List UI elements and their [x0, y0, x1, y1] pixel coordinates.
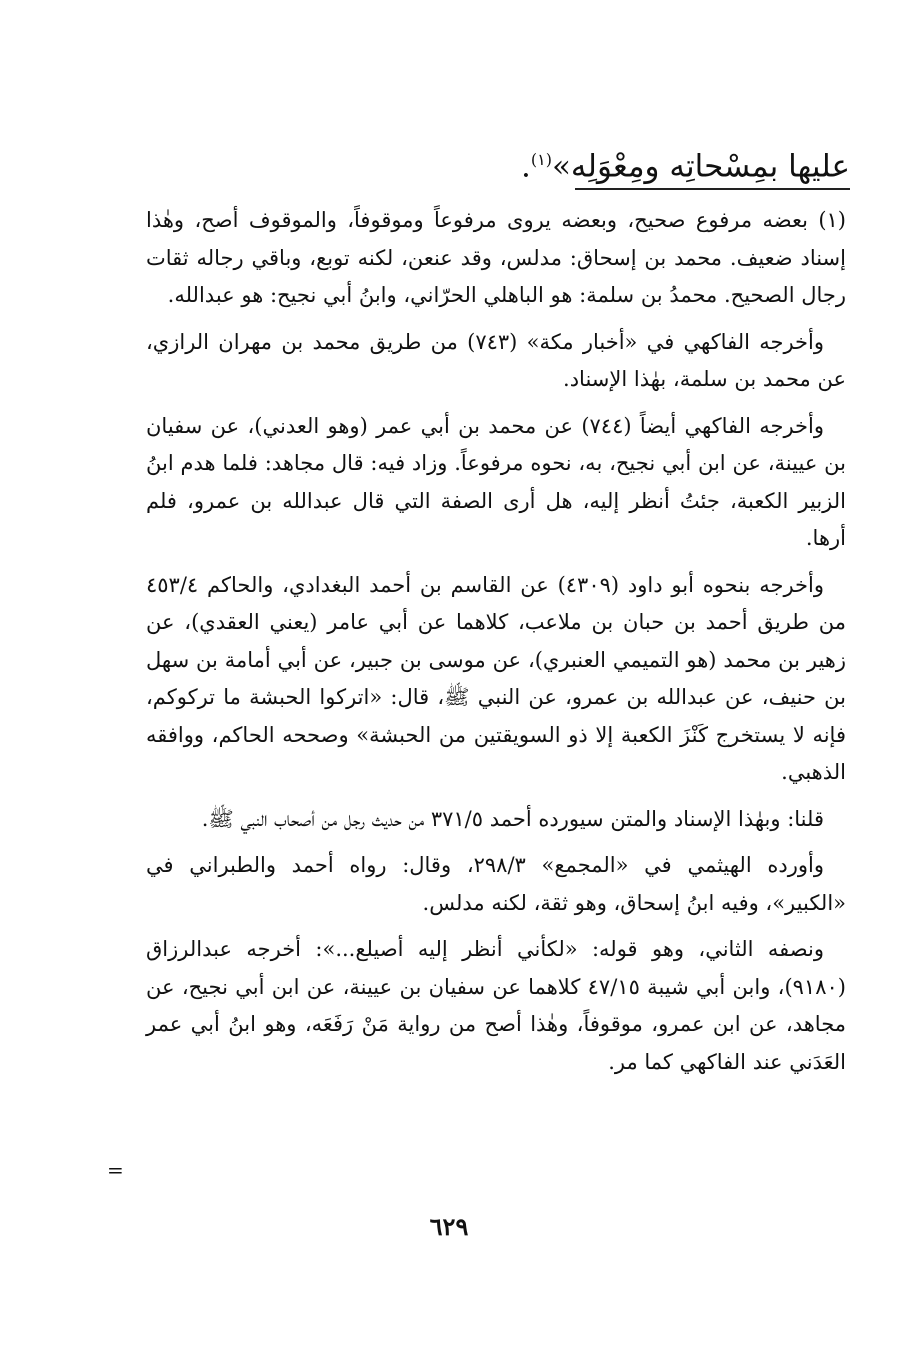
footnote-paragraph: (١) بعضه مرفوع صحيح، وبعضه يروى مرفوعاً وموقوفاً، والموقوف أصح، وهٰذا إسناد ضعيف. محمد بن إسحاق: مدلس، وقد عنعن، لكنه توبع، وباقي رجاله ثقات رجال الصحيح. محمدُ بن سلمة: هو الباهلي الحرّاني، وابنُ أبي نجيح: هو عبدالله.: [146, 208, 846, 307]
footnote-paragraph: قلنا: وبهٰذا الإسناد والمتن سيورده أحمد ٣٧١/٥ من حديث رجل من أصحاب النبي ﷺ.: [201, 806, 824, 831]
continuation-mark: =: [107, 1158, 124, 1182]
footnotes-section: [146, 202, 846, 1090]
footnote-paragraph: وأخرجه الفاكهي أيضاً (٧٤٤) عن محمد بن أبي عمر (وهو العدني)، عن سفيان بن عيينة، عن ابن أبي نجيح، به، نحوه مرفوعاً. وزاد فيه: قال مجاهد: فلما هدم ابنُ الزبير الكعبة، جئتُ أنظر إليه، هل أرى الصفة التي قال عبدالله بن عمرو، فلم أرها.: [146, 413, 846, 550]
footnote-paragraph: وأخرجه الفاكهي في «أخبار مكة» (٧٤٣) من طريق محمد بن مهران الرازي، عن محمد بن سلمة، بهٰذا الإسناد.: [146, 329, 846, 391]
footnote-paragraph: وأخرجه بنحوه أبو داود (٤٣٠٩) عن القاسم بن أحمد البغدادي، والحاكم ٤٥٣/٤ من طريق أحمد بن حبان بن ملاعب، كلاهما عن أبي عامر (يعني العقدي)، عن زهير بن محمد (هو التميمي العنبري)، عن موسى بن جبير، عن أبي أمامة بن سهل بن حنيف، عن عبدالله بن عمرو، عن النبي ﷺ، قال: «اتركوا الحبشة ما تركوكم، فإنه لا يستخرج كَنْزَ الكعبة إلا ذو السويقتين من الحبشة» وصححه الحاكم، ووافقه الذهبي.: [146, 572, 846, 784]
footnote-paragraph: وأورده الهيثمي في «المجمع» ٢٩٨/٣، وقال: رواه أحمد والطبراني في «الكبير»، وفيه ابنُ إسحاق، وهو ثقة، لكنه مدلس.: [146, 853, 846, 915]
footnote-paragraph: ونصفه الثاني، وهو قوله: «لكأني أنظر إليه أصيلع...»: أخرجه عبدالرزاق (٩١٨٠)، وابن أبي شيبة ٤٧/١٥ كلاهما عن سفيان بن عيينة، عن ابن أبي نجيح، عن مجاهد، عن ابن عمرو، موقوفاً، وهٰذا أصح من رواية مَنْ رَفَعَه، وهو ابنُ أبي عمر العَدَني عند الفاكهي كما مر.: [146, 937, 846, 1074]
footnote-separator: [575, 188, 850, 190]
main-text: عليها بمِسْحاتِه ومِعْوَلِه»: [551, 148, 850, 185]
main-text-end: .: [521, 148, 531, 185]
main-text-line: [150, 140, 850, 186]
page-number: ٦٢٩: [429, 1212, 469, 1241]
footnote-marker: (١): [530, 150, 552, 169]
